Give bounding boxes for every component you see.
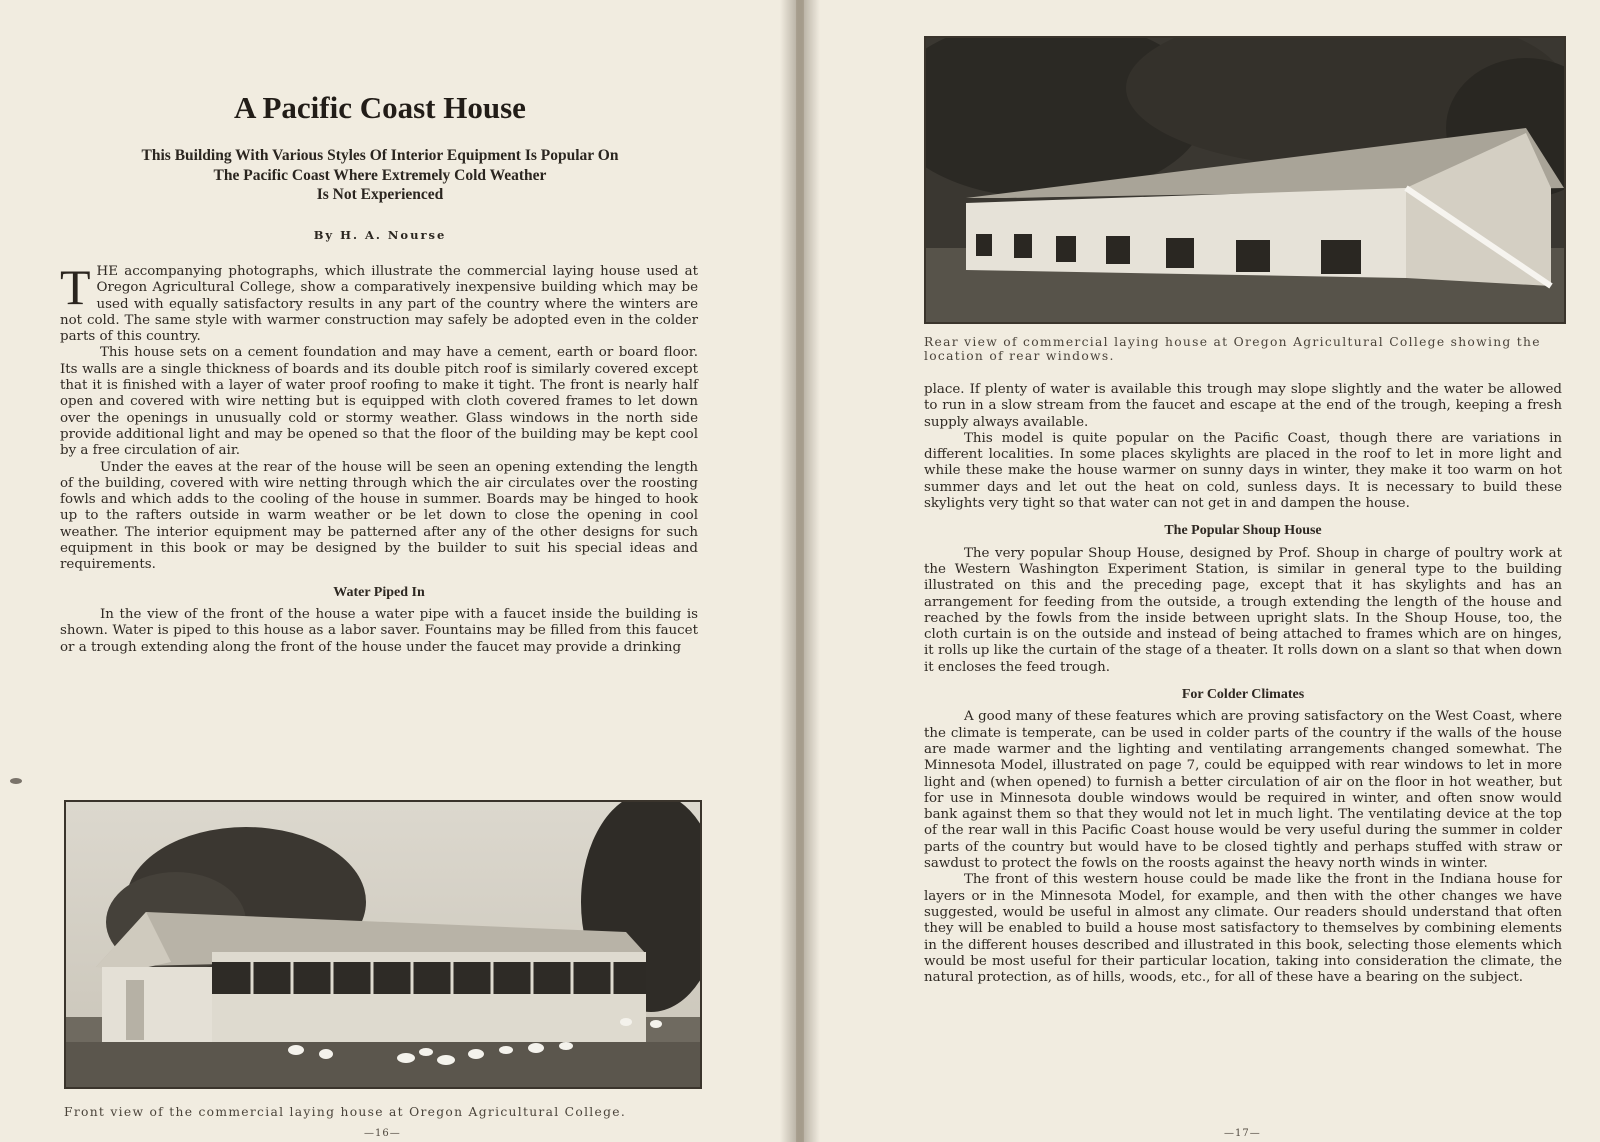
author-byline: By H. A. Nourse [313, 228, 447, 242]
page-number-right: —17— [1224, 1128, 1261, 1139]
article-subtitle [56, 146, 704, 205]
rear-view-illustration [926, 38, 1564, 322]
right-body-column [924, 382, 1562, 986]
left-body-column [60, 259, 698, 656]
subtitle-line: This Building With Various Styles Of Interior Equipment Is Popular On [141, 147, 619, 164]
front-view-photo [64, 800, 702, 1089]
body-paragraph: The front of this western house could be made like the front in the Indiana house for layers or in the Minnesota Model, for example, and then with the other changes we have suggested, would be useful in almost any climate. Our readers should understand that often they will be enabled to build a house most satisfactory to themselves by combining elements in the different houses described and illustrated in this book, selecting those elements which would be most useful for their particular location, taking into consideration the climate, the natural protection, as of hills, woods, etc., for all of these have a bearing on the subject. [924, 872, 1562, 986]
book-gutter [780, 0, 820, 1142]
subtitle-line: The Pacific Coast Where Extremely Cold Weather [213, 166, 547, 184]
body-paragraph: This model is quite popular on the Pacific Coast, though there are variations in different localities. In some places skylights are placed in the roof to let in more light and while these make the house warmer on sunny days in winter, they make it too warm on hot summer days and let out the heat on cold, sunless days. It is necessary to build these skylights very tight so that water can not get in and dampen the house. [924, 430, 1562, 512]
body-paragraph [60, 259, 698, 345]
drop-cap: T [60, 259, 91, 315]
rear-view-caption: Rear view of commercial laying house at Oregon Agricultural College showing the location of rear windows. [924, 335, 1541, 363]
body-paragraph: A good many of these features which are proving satisfactory on the West Coast, where the climate is temperate, can be used in colder parts of the country if the walls of the house are made warmer and the lighting and ventilating arrangements changed somewhat. The Minnesota Model, illustrated on page 7, could be equipped with rear windows to let in more light and (when opened) to furnish a better circulation of air on the floor in hot weather, but for use in Minnesota double windows would be required in winter, and often snow would bank against them so that they would not let in much light. The ventilating device at the top of the rear wall in this Pacific Coast house would be very useful during the summer in colder parts of the country but would have to be closed tightly and perhaps stuffed with straw or sawdust to protect the fowls on the roosts against the heavy north winds in winter. [924, 709, 1562, 872]
body-paragraph: The very popular Shoup House, designed by Prof. Shoup in charge of poultry work at the Western Washington Experiment Station, is similar in general type to the building illustrated on this and the preceding page, except that it has skylights and has an arrangement for feeding from the outside, a trough extending the length of the house and reached by the fowls from the inside between upright slats. In the Shoup House, too, the cloth curtain is on the outside and instead of being attached to frames which are on hinges, it rolls up like the curtain of the stage of a theater. It rolls down on a slant so that when down it encloses the feed trough. [924, 545, 1562, 675]
paragraph-text: HE accompanying photographs, which illustrate the commercial laying house used at Oregon Agricultural College, show a comparatively inexpensive building which may be used with equally satisfactory results in any part of the country where the winters are not cold. The same style with warmer construction may safely be adopted even in the colder parts of this country. [60, 264, 698, 345]
body-paragraph: Under the eaves at the rear of the house will be seen an opening extending the length of the building, covered with wire netting through which the air circulates over the roosting fowls and which adds to the cooling of the house in summer. Boards may be hinged to hook up to the rafters outside in warm weather or be let down to close the opening in cool weather. The interior equipment may be patterned after any of the other designs for such equipment in this book or may be designed by the builder to suit his special ideas and requirements. [60, 459, 698, 573]
body-paragraph: This house sets on a cement foundation and may have a cement, earth or board floor. Its walls are a single thickness of boards and its double pitch roof is similarly covered except that it is finished with a layer of water proof roofing to make it tight. The front is nearly half open and covered with wire netting but is equipped with cloth covered frames to let down over the openings in unusually cold or stormy weather. Glass windows in the north side provide additional light and may be opened so that the floor of the building may be kept cool by a free circulation of air. [60, 345, 698, 459]
front-view-illustration [66, 802, 700, 1087]
rear-view-photo [924, 36, 1566, 324]
ink-mark [10, 778, 22, 784]
body-paragraph: place. If plenty of water is available this trough may slope slightly and the water be allowed to run in a slow stream from the faucet and escape at the end of the trough, keeping a fresh supply always available. [924, 382, 1562, 430]
front-view-caption: Front view of the commercial laying house at Oregon Agricultural College. [64, 1105, 627, 1119]
page-number-left: —16— [364, 1128, 401, 1139]
section-heading-colder: For Colder Climates [1181, 687, 1305, 703]
section-heading-water: Water Piped In [333, 584, 425, 600]
subtitle-line: Is Not Experienced [316, 186, 444, 203]
body-paragraph: In the view of the front of the house a water pipe with a faucet inside the building is shown. Water is piped to this house as a labor saver. Fountains may be filled from this faucet or a trough extending along the front of the house under the faucet may provide a drinking [60, 606, 698, 655]
section-heading-shoup: The Popular Shoup House [1164, 523, 1322, 539]
article-title: A Pacific Coast House [234, 90, 526, 125]
